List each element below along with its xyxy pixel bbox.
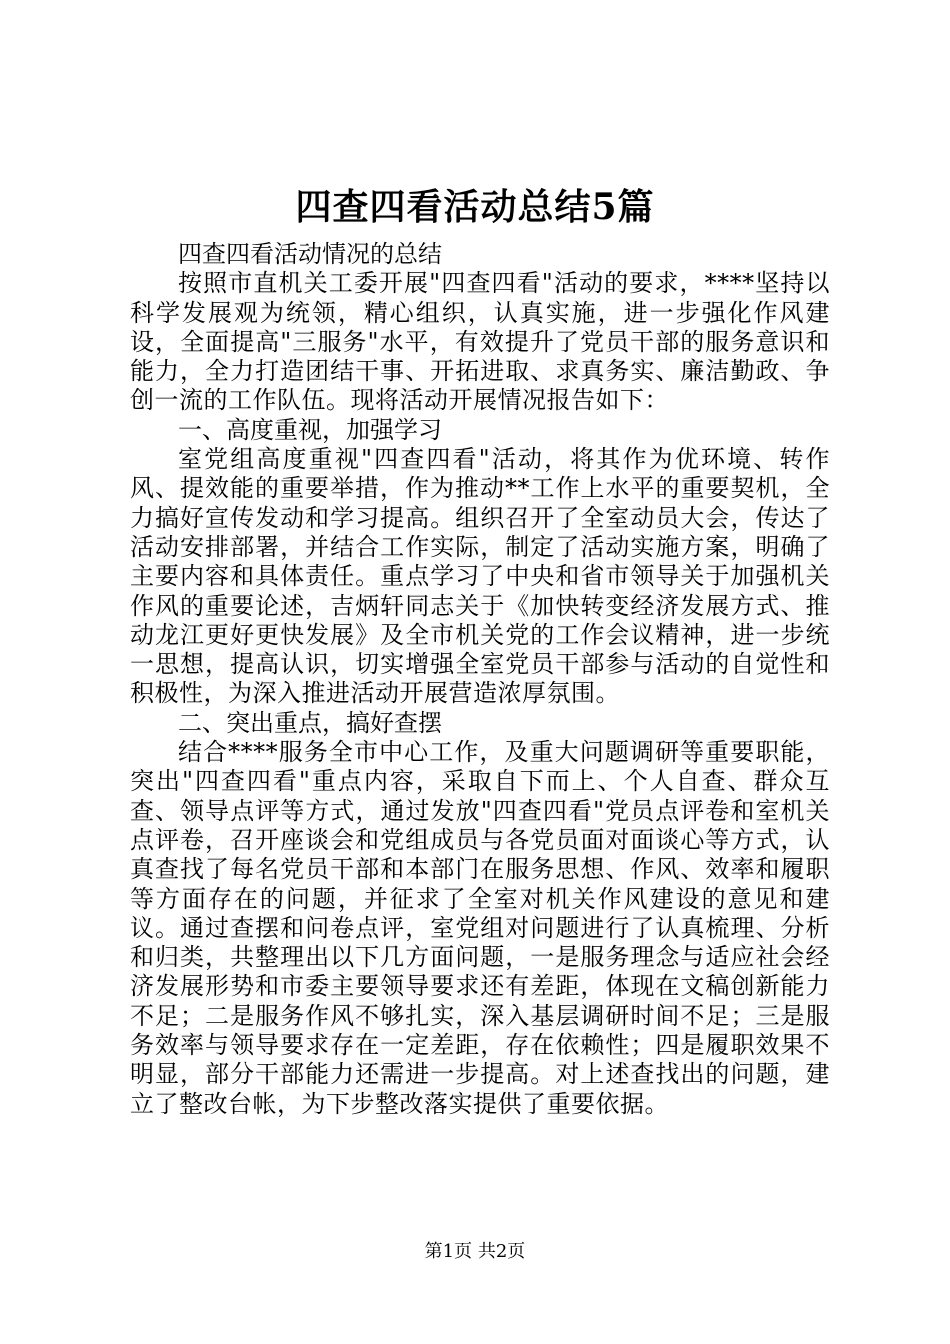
section-heading-1: 一、高度重视，加强学习: [178, 415, 442, 444]
document-body: [130, 240, 830, 1119]
document-subtitle: 四查四看活动情况的总结: [178, 240, 442, 268]
section-2-paragraph: 结合****服务全市中心工作，及重大问题调研等重要职能，突出"四查四看"重点内容，采取自下而上、个人自查、群众互查、领导点评等方式，通过发放"四查四看"党员点评卷和室机关点评卷，召开座谈会和党组成员与各党员面对面谈心等方式，认真查找了每名党员干部和本部门在服务思想、作风、效率和履职等方面存在的问题，并征求了全室对机关作风建设的意见和建议。通过查摆和问卷点评，室党组对问题进行了认真梳理、分析和归类，共整理出以下几方面问题，一是服务理念与适应社会经济发展形势和市委主要领导要求还有差距，体现在文稿创新能力不足；二是服务作风不够扎实，深入基层调研时间不足；三是服务效率与领导要求存在一定差距，存在依赖性；四是履职效果不明显，部分干部能力还需进一步提高。对上述查找出的问题，建立了整改台帐，为下步整改落实提供了重要依据。: [130, 738, 830, 1118]
section-heading-2: 二、突出重点，搞好查摆: [178, 708, 442, 737]
section-1-paragraph: 室党组高度重视"四查四看"活动，将其作为优环境、转作风、提效能的重要举措，作为推动**工作上水平的重要契机，全力搞好宣传发动和学习提高。组织召开了全室动员大会，传达了活动安排部署，并结合工作实际，制定了活动实施方案，明确了主要内容和具体责任。重点学习了中央和省市领导关于加强机关作风的重要论述，吉炳轩同志关于《加快转变经济发展方式、推动龙江更好更快发展》及全市机关党的工作会议精神，进一步统一思想，提高认识，切实增强全室党员干部参与活动的自觉性和积极性，为深入推进活动开展营造浓厚氛围。: [130, 445, 830, 708]
page-number-footer: 第1页 共2页: [424, 1241, 526, 1262]
intro-paragraph: 按照市直机关工委开展"四查四看"活动的要求，****坚持以科学发展观为统领，精心组织，认真实施，进一步强化作风建设，全面提高"三服务"水平，有效提升了党员干部的服务意识和能力，全力打造团结干事、开拓进取、求真务实、廉洁勤政、争创一流的工作队伍。现将活动开展情况报告如下：: [130, 269, 830, 415]
document-title: 四查四看活动总结5篇: [295, 186, 655, 228]
